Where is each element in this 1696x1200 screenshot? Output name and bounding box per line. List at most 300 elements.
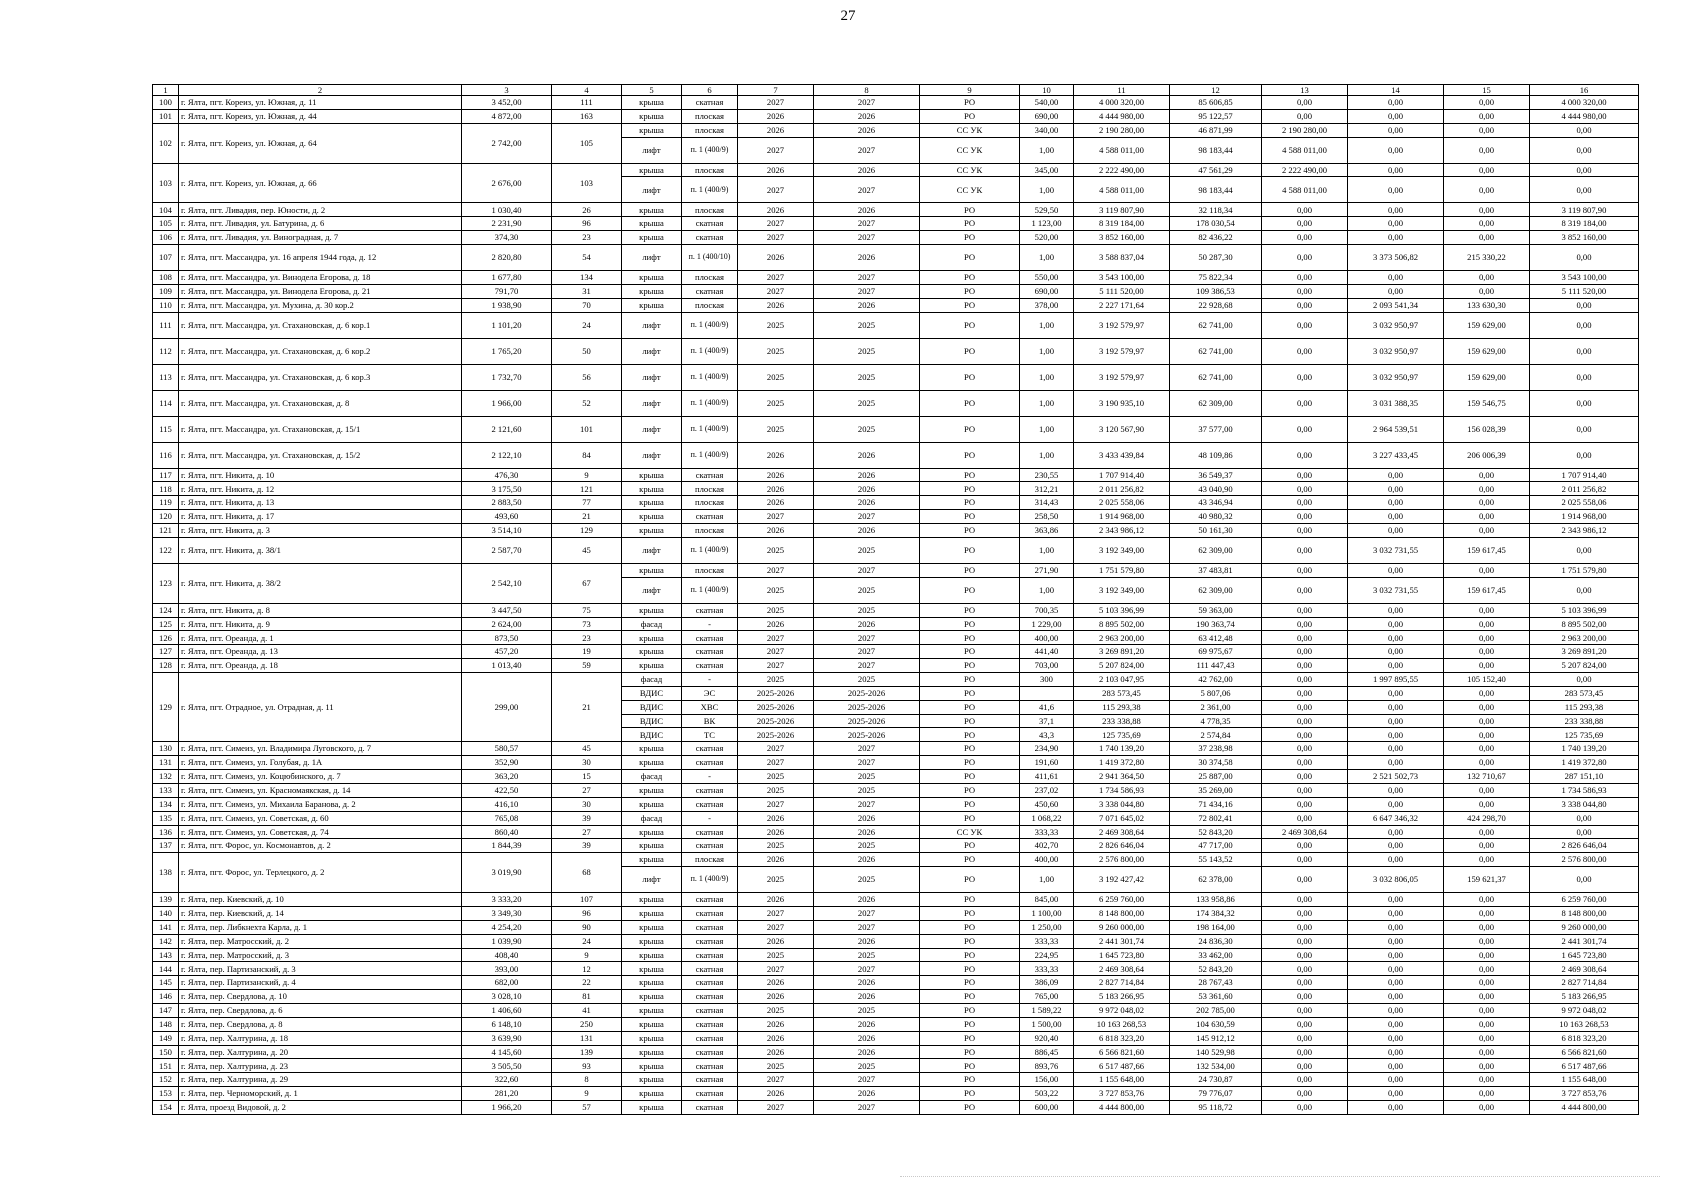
table-cell: 131 [153, 756, 179, 770]
table-cell: 2 574,84 [1170, 728, 1262, 742]
table-cell: 159 629,00 [1444, 364, 1530, 390]
table-cell: крыша [622, 631, 682, 645]
table-cell: 13 [1262, 85, 1348, 96]
table-cell: 140 529,98 [1170, 1045, 1262, 1059]
table-cell: 0,00 [1262, 783, 1348, 797]
table-cell: 2026 [814, 203, 920, 217]
table-cell: г. Ялта, пгт. Симеиз, ул. Голубая, д. 1А [179, 756, 462, 770]
table-cell: 73 [552, 617, 622, 631]
table-cell: 62 309,00 [1170, 390, 1262, 416]
table-cell: 2027 [738, 797, 814, 811]
table-cell: г. Ялта, пгт. Симеиз, ул. Владимира Луговского, д. 7 [179, 742, 462, 756]
table-cell: 0,00 [1348, 177, 1444, 203]
table-cell: г. Ялта, пгт. Симеиз, ул. Михаила Баранова, д. 2 [179, 797, 462, 811]
table-cell: 153 [153, 1087, 179, 1101]
table-cell: 0,00 [1262, 284, 1348, 298]
table-cell: скатная [682, 284, 738, 298]
table-cell: 2025 [738, 783, 814, 797]
table-cell: 2 [179, 85, 462, 96]
table-cell: 85 606,85 [1170, 96, 1262, 110]
table-cell: 2027 [814, 284, 920, 298]
table-cell: РО [920, 659, 1020, 673]
table-cell: 0,00 [1348, 686, 1444, 700]
table-cell: 2 521 502,73 [1348, 770, 1444, 784]
table-cell: 2 827 714,84 [1074, 976, 1170, 990]
table-cell: 1 765,20 [462, 338, 552, 364]
table-cell: скатная [682, 1059, 738, 1073]
table-cell: г. Ялта, пгт. Массандра, ул. Винодела Егорова, д. 21 [179, 284, 462, 298]
table-cell: плоская [682, 853, 738, 867]
table-cell: скатная [682, 893, 738, 907]
table-cell: 156 028,39 [1444, 416, 1530, 442]
table-row [153, 537, 1639, 563]
table-cell: 3 349,30 [462, 906, 552, 920]
table-cell: крыша [622, 1100, 682, 1114]
table-cell: скатная [682, 217, 738, 231]
table-cell: 2 576 800,00 [1530, 853, 1639, 867]
table-cell: скатная [682, 603, 738, 617]
table-cell: 39 [552, 839, 622, 853]
table-row [153, 390, 1639, 416]
table-cell: 121 [153, 524, 179, 538]
table-cell: 2027 [814, 1100, 920, 1114]
table-cell: 2026 [814, 934, 920, 948]
table-cell: 95 118,72 [1170, 1100, 1262, 1114]
table-cell: 2025 [814, 770, 920, 784]
table-cell: 0,00 [1530, 312, 1639, 338]
table-row [153, 482, 1639, 496]
table-cell: п. 1 (400/9) [682, 364, 738, 390]
table-cell: - [682, 617, 738, 631]
table-cell: 101 [552, 416, 622, 442]
table-cell: РО [920, 631, 1020, 645]
table-cell: 2 222 490,00 [1074, 163, 1170, 177]
table-cell: 233 338,88 [1074, 714, 1170, 728]
table-cell: 0,00 [1444, 906, 1530, 920]
table-cell: 2026 [814, 496, 920, 510]
table-cell: 2026 [814, 1045, 920, 1059]
table-cell: 0,00 [1530, 825, 1639, 839]
table-row [153, 203, 1639, 217]
table-cell: 0,00 [1530, 811, 1639, 825]
table-cell: 10 163 268,53 [1530, 1017, 1639, 1031]
table-cell: 2027 [814, 96, 920, 110]
table-cell: 2025 [738, 312, 814, 338]
table-cell: 2027 [814, 177, 920, 203]
table-cell: 119 [153, 496, 179, 510]
table-cell: 287 151,10 [1530, 770, 1639, 784]
table-cell: 0,00 [1262, 811, 1348, 825]
table-cell: 5 111 520,00 [1074, 284, 1170, 298]
table-cell: 1 740 139,20 [1074, 742, 1170, 756]
table-row [153, 631, 1639, 645]
table-row [153, 416, 1639, 442]
table-cell: 4 588 011,00 [1262, 137, 1348, 163]
table-row [153, 906, 1639, 920]
table-cell: 2 343 986,12 [1074, 524, 1170, 538]
table-cell: скатная [682, 920, 738, 934]
table-cell: 5 103 396,99 [1530, 603, 1639, 617]
table-cell: 9 260 000,00 [1530, 920, 1639, 934]
table-cell: 9 [552, 948, 622, 962]
table-cell: 1,00 [1020, 442, 1074, 468]
table-cell: 43 040,90 [1170, 482, 1262, 496]
table-cell: 2025 [738, 948, 814, 962]
table-cell: 450,60 [1020, 797, 1074, 811]
table-cell: 115 [153, 416, 179, 442]
table-cell: 0,00 [1348, 510, 1444, 524]
table-cell: 71 434,16 [1170, 797, 1262, 811]
table-cell: крыша [622, 217, 682, 231]
table-cell: 0,00 [1262, 231, 1348, 245]
table-cell: 3 505,50 [462, 1059, 552, 1073]
table-cell: 0,00 [1530, 442, 1639, 468]
table-cell: 0,00 [1348, 468, 1444, 482]
table-cell: 0,00 [1262, 797, 1348, 811]
table-cell: РО [920, 217, 1020, 231]
table-cell: 860,40 [462, 825, 552, 839]
table-row [153, 990, 1639, 1004]
table-cell: 386,09 [1020, 976, 1074, 990]
table-cell: 206 006,39 [1444, 442, 1530, 468]
table-cell: 62 741,00 [1170, 312, 1262, 338]
table-cell: 125 [153, 617, 179, 631]
table-cell: 0,00 [1348, 96, 1444, 110]
table-cell: 0,00 [1530, 298, 1639, 312]
table-cell: 2 441 301,74 [1074, 934, 1170, 948]
table-cell: г. Ялта, пгт. Симеиз, ул. Красномаякская, д. 14 [179, 783, 462, 797]
table-cell: РО [920, 728, 1020, 742]
table-cell: г. Ялта, пгт. Массандра, ул. Стахановская, д. 6 кор.1 [179, 312, 462, 338]
table-cell: 7 [738, 85, 814, 96]
table-cell: 37 238,98 [1170, 742, 1262, 756]
table-cell: 476,30 [462, 468, 552, 482]
table-cell: 144 [153, 962, 179, 976]
table-cell: 0,00 [1348, 563, 1444, 577]
table-cell: 0,00 [1348, 1017, 1444, 1031]
table-cell: 5 207 824,00 [1074, 659, 1170, 673]
table-cell: 0,00 [1262, 496, 1348, 510]
table-cell: 4 444 980,00 [1074, 109, 1170, 123]
table-cell: г. Ялта, пгт. Никита, д. 8 [179, 603, 462, 617]
table-cell: 75 822,34 [1170, 271, 1262, 285]
table-cell: 0,00 [1444, 1003, 1530, 1017]
table-cell: 2027 [738, 284, 814, 298]
table-cell: РО [920, 298, 1020, 312]
table-cell: 123 [153, 563, 179, 603]
table-cell: 2 231,90 [462, 217, 552, 231]
table-cell: плоская [682, 482, 738, 496]
table-cell: 2 883,50 [462, 496, 552, 510]
table-cell: г. Ялта, пгт. Кореиз, ул. Южная, д. 66 [179, 163, 462, 203]
table-cell: 118 [153, 482, 179, 496]
table-cell: 2025 [738, 390, 814, 416]
table-row [153, 962, 1639, 976]
table-cell: 62 309,00 [1170, 577, 1262, 603]
table-cell: РО [920, 645, 1020, 659]
table-cell: 3 192 349,00 [1074, 537, 1170, 563]
table-cell: 52 843,20 [1170, 962, 1262, 976]
table-cell: крыша [622, 756, 682, 770]
table-cell: 21 [552, 673, 622, 742]
table-cell: 1 997 895,55 [1348, 673, 1444, 687]
table-cell: 0,00 [1262, 1073, 1348, 1087]
table-row [153, 825, 1639, 839]
table-cell: 3 588 837,04 [1074, 245, 1170, 271]
table-cell: 0,00 [1444, 482, 1530, 496]
table-cell: 2026 [814, 468, 920, 482]
table-cell: 6 566 821,60 [1074, 1045, 1170, 1059]
table-cell: 2026 [738, 442, 814, 468]
table-cell: г. Ялта, пер. Халтурина, д. 23 [179, 1059, 462, 1073]
table-cell: 3 119 807,90 [1530, 203, 1639, 217]
table-cell: 2026 [814, 163, 920, 177]
table-cell: 0,00 [1262, 203, 1348, 217]
table-cell: 550,00 [1020, 271, 1074, 285]
table-cell: скатная [682, 825, 738, 839]
table-cell: 139 [552, 1045, 622, 1059]
table-cell: 2026 [738, 468, 814, 482]
table-cell: г. Ялта, пгт. Ореанда, д. 18 [179, 659, 462, 673]
table-cell: 0,00 [1530, 245, 1639, 271]
table-cell: 0,00 [1348, 825, 1444, 839]
table-cell: 215 330,22 [1444, 245, 1530, 271]
table-cell: 125 735,69 [1530, 728, 1639, 742]
table-row [153, 934, 1639, 948]
table-cell: 314,43 [1020, 496, 1074, 510]
table-cell: 2025 [814, 1003, 920, 1017]
table-cell: 159 629,00 [1444, 338, 1530, 364]
table-row [153, 1087, 1639, 1101]
table-cell: 1 500,00 [1020, 1017, 1074, 1031]
table-cell: 132 [153, 770, 179, 784]
table-cell: 299,00 [462, 673, 552, 742]
table-cell: 230,55 [1020, 468, 1074, 482]
table-cell: 2026 [814, 1031, 920, 1045]
table-cell: 0,00 [1348, 217, 1444, 231]
table-cell: г. Ялта, пгт. Ореанда, д. 13 [179, 645, 462, 659]
table-cell: 0,00 [1262, 298, 1348, 312]
table-cell: г. Ялта, пер. Киевский, д. 14 [179, 906, 462, 920]
table-cell: 2027 [814, 645, 920, 659]
table-cell: ХВС [682, 700, 738, 714]
table-cell: 0,00 [1444, 123, 1530, 137]
table-cell: 134 [153, 797, 179, 811]
table-cell: РО [920, 1073, 1020, 1087]
table-cell: 10 163 268,53 [1074, 1017, 1170, 1031]
table-cell: 234,90 [1020, 742, 1074, 756]
table-cell: 145 [153, 976, 179, 990]
table-cell: 0,00 [1444, 797, 1530, 811]
table-cell: плоская [682, 271, 738, 285]
table-cell: 0,00 [1444, 617, 1530, 631]
table-cell: п. 1 (400/9) [682, 442, 738, 468]
table-cell: 1 155 648,00 [1530, 1073, 1639, 1087]
table-cell: ВДИС [622, 728, 682, 742]
table-cell: 363,20 [462, 770, 552, 784]
table-cell: 0,00 [1444, 96, 1530, 110]
table-cell: г. Ялта, пер. Халтурина, д. 20 [179, 1045, 462, 1059]
table-cell: РО [920, 893, 1020, 907]
table-cell: 1 419 372,80 [1530, 756, 1639, 770]
table-cell: 2 469 308,64 [1530, 962, 1639, 976]
table-cell: 233 338,88 [1530, 714, 1639, 728]
table-cell: 2025-2026 [814, 700, 920, 714]
table-cell: 0,00 [1348, 163, 1444, 177]
table-cell: г. Ялта, пгт. Массандра, ул. 16 апреля 1944 года, д. 12 [179, 245, 462, 271]
table-cell: 2026 [738, 1045, 814, 1059]
table-cell: 3 192 579,97 [1074, 312, 1170, 338]
table-cell: 1 645 723,80 [1074, 948, 1170, 962]
table-cell: 14 [1348, 85, 1444, 96]
table-cell: г. Ялта, пгт. Массандра, ул. Стахановская, д. 15/1 [179, 416, 462, 442]
table-cell: 24 [552, 934, 622, 948]
table-cell: 50 [552, 338, 622, 364]
table-cell: 135 [153, 811, 179, 825]
table-cell: 6 517 487,66 [1074, 1059, 1170, 1073]
table-cell: 2026 [738, 245, 814, 271]
table-cell: 0,00 [1444, 714, 1530, 728]
table-cell: 2027 [814, 231, 920, 245]
table-cell: 0,00 [1444, 976, 1530, 990]
table-cell: крыша [622, 893, 682, 907]
table-cell: 2025-2026 [738, 686, 814, 700]
table-cell: 2026 [814, 109, 920, 123]
table-cell: 124 [153, 603, 179, 617]
table-row [153, 1017, 1639, 1031]
table-cell: 0,00 [1262, 893, 1348, 907]
table-cell: 2027 [738, 659, 814, 673]
table-cell: лифт [622, 177, 682, 203]
table-cell: 2 361,00 [1170, 700, 1262, 714]
table-cell: 0,00 [1348, 1073, 1444, 1087]
table-cell: крыша [622, 284, 682, 298]
table-cell: 2 826 646,04 [1530, 839, 1639, 853]
table-cell: РО [920, 920, 1020, 934]
table-cell: 400,00 [1020, 631, 1074, 645]
table-cell: 8 148 800,00 [1074, 906, 1170, 920]
table-cell: РО [920, 811, 1020, 825]
table-cell: 1 966,20 [462, 1100, 552, 1114]
table-row [153, 496, 1639, 510]
column-number-row [153, 85, 1639, 96]
table-cell: 0,00 [1444, 510, 1530, 524]
table-cell: 0,00 [1262, 770, 1348, 784]
table-cell: 400,00 [1020, 853, 1074, 867]
table-cell: 2026 [738, 825, 814, 839]
table-cell: 55 143,52 [1170, 853, 1262, 867]
table-cell: 2026 [738, 1031, 814, 1045]
table-cell: РО [920, 96, 1020, 110]
table-cell: 312,21 [1020, 482, 1074, 496]
table-cell: 8 895 502,00 [1074, 617, 1170, 631]
table-cell: плоская [682, 109, 738, 123]
table-cell: 2 963 200,00 [1074, 631, 1170, 645]
table-cell: 37 577,00 [1170, 416, 1262, 442]
table-cell: 1 250,00 [1020, 920, 1074, 934]
table-cell: 0,00 [1444, 524, 1530, 538]
table-cell: крыша [622, 1003, 682, 1017]
table-cell: СС УК [920, 825, 1020, 839]
table-cell: 1 419 372,80 [1074, 756, 1170, 770]
table-cell: лифт [622, 137, 682, 163]
table-cell: 2026 [814, 811, 920, 825]
table-cell: РО [920, 990, 1020, 1004]
table-cell: 0,00 [1262, 990, 1348, 1004]
table-cell: 4 444 800,00 [1530, 1100, 1639, 1114]
table-cell: 3 639,90 [462, 1031, 552, 1045]
table-cell: 580,57 [462, 742, 552, 756]
table-cell: 3 852 160,00 [1074, 231, 1170, 245]
table-cell: 1 039,90 [462, 934, 552, 948]
table-cell: 0,00 [1262, 673, 1348, 687]
table-cell: 2 469 308,64 [1262, 825, 1348, 839]
table-cell: 3 514,10 [462, 524, 552, 538]
table-cell: 2026 [738, 123, 814, 137]
table-cell: 0,00 [1444, 1087, 1530, 1101]
table-cell: скатная [682, 1073, 738, 1087]
table-cell: 90 [552, 920, 622, 934]
table-cell: 0,00 [1348, 203, 1444, 217]
table-cell: ВК [682, 714, 738, 728]
table-cell: 2027 [738, 742, 814, 756]
table-cell: СС УК [920, 123, 1020, 137]
table-cell: фасад [622, 811, 682, 825]
table-cell: 57 [552, 1100, 622, 1114]
table-cell: 2 093 541,34 [1348, 298, 1444, 312]
table-cell: 1,00 [1020, 338, 1074, 364]
table-cell: 2026 [814, 298, 920, 312]
table-cell: 39 [552, 811, 622, 825]
table-cell: 2025 [814, 673, 920, 687]
table-cell: 2026 [738, 163, 814, 177]
table-cell: 59 [552, 659, 622, 673]
table-cell: лифт [622, 338, 682, 364]
table-cell: 422,50 [462, 783, 552, 797]
table-cell: 283 573,45 [1530, 686, 1639, 700]
table-cell: 0,00 [1262, 617, 1348, 631]
table-row [153, 284, 1639, 298]
table-cell: РО [920, 603, 1020, 617]
table-cell: 0,00 [1444, 163, 1530, 177]
table-cell: 159 621,37 [1444, 867, 1530, 893]
table-row [153, 468, 1639, 482]
table-cell: 9 972 048,02 [1074, 1003, 1170, 1017]
table-cell: 202 785,00 [1170, 1003, 1262, 1017]
table-cell: 0,00 [1348, 1003, 1444, 1017]
table-cell: 2025 [738, 1003, 814, 1017]
table-cell: 363,86 [1020, 524, 1074, 538]
table-cell: 48 109,86 [1170, 442, 1262, 468]
table-cell: 22 928,68 [1170, 298, 1262, 312]
table-cell: 159 617,45 [1444, 537, 1530, 563]
table-cell: 0,00 [1348, 976, 1444, 990]
table-cell: 143 [153, 948, 179, 962]
table-cell: 2 343 986,12 [1530, 524, 1639, 538]
table-row [153, 770, 1639, 784]
table-cell: 0,00 [1530, 577, 1639, 603]
table-cell: 105 [153, 217, 179, 231]
table-cell: 128 [153, 659, 179, 673]
table-cell: 2027 [738, 962, 814, 976]
table-cell: РО [920, 482, 1020, 496]
table-cell: 283 573,45 [1074, 686, 1170, 700]
table-cell: крыша [622, 920, 682, 934]
table-cell: 159 629,00 [1444, 312, 1530, 338]
table-cell: 101 [153, 109, 179, 123]
table-cell: 0,00 [1348, 700, 1444, 714]
table-cell: 0,00 [1262, 1059, 1348, 1073]
